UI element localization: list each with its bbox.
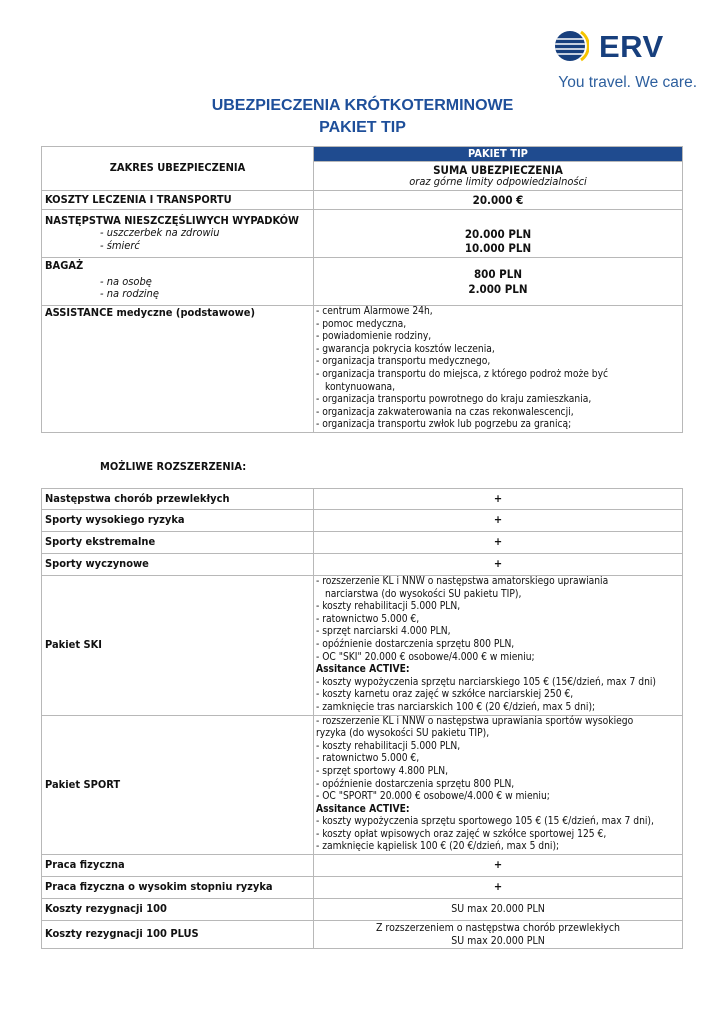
ext-value-chronic: +: [314, 489, 683, 510]
row-sub-person: - na osobę: [100, 274, 152, 288]
sum-header-cell: [314, 162, 683, 191]
row-sub-health: - uszczerbek na zdrowiu: [100, 226, 220, 240]
list-item: Assitance ACTIVE:: [316, 664, 410, 676]
list-item: - pomoc medyczna,: [316, 318, 407, 330]
list-item: - zamknięcie tras narciarskich 100 € (20 €/dzień, max 5 dni);: [316, 701, 596, 713]
list-item: - koszty karnetu oraz zajęć w szkółce narciarskiej 250 €,: [316, 689, 574, 701]
list-item: - zamknięcie kąpielisk 100 € (20 €/dzień, max 5 dni);: [316, 841, 560, 853]
list-item: - opóźnienie dostarczenia sprzętu 800 PLN,: [316, 778, 515, 790]
list-item: - koszty wypożyczenia sprzętu sportowego 105 € (15 €/dzień, max 7 dni),: [316, 816, 654, 828]
list-item: - opóźnienie dostarczenia sprzętu 800 PLN,: [316, 638, 515, 650]
list-item: - organizacja zakwaterowania na czas rekonwalescencji,: [316, 406, 574, 418]
row-sub-death: - śmierć: [100, 238, 140, 252]
ext-label-cancellation-plus: Koszty rezygnacji 100 PLUS: [42, 921, 314, 949]
list-item: - koszty rehabilitacji 5.000 PLN,: [316, 601, 461, 613]
list-item: - koszty wypożyczenia sprzętu narciarskiego 105 € (15€/dzień, max 7 dni): [316, 676, 657, 688]
ext-value-cancellation: SU max 20.000 PLN: [314, 899, 683, 921]
list-item: - organizacja transportu do miejsca, z którego podroż może być: [316, 368, 609, 380]
logo-tagline: You travel. We care.: [558, 74, 697, 91]
scope-header: ZAKRES UBEZPIECZENIA: [42, 147, 314, 191]
sum-subheader: oraz górne limity odpowiedzialności: [409, 175, 587, 188]
row-label-medical-costs: KOSZTY LECZENIA I TRANSPORTU: [42, 191, 314, 210]
ext-value-extreme-sports: +: [314, 532, 683, 554]
row-label-baggage-cell: [42, 258, 314, 306]
list-item: Assitance ACTIVE:: [316, 803, 410, 815]
ext-label-sport: Pakiet SPORT: [42, 715, 314, 855]
ext-value-cancellation-plus-cell: [314, 921, 683, 949]
list-item: - rozszerzenie KL i NNW o następstwa amatorskiego uprawiania: [316, 576, 609, 587]
list-item: - rozszerzenie KL i NNW o następstwa uprawiania sportów wysokiego: [316, 715, 634, 727]
row-label-assistance: ASSISTANCE medyczne (podstawowe): [42, 306, 314, 433]
sum-header: SUMA UBEZPIECZENIA: [433, 162, 563, 177]
ext-label-chronic: Następstwa chorób przewlekłych: [42, 489, 314, 510]
row-label-accidents: NASTĘPSTWA NIESZCZĘŚLIWYCH WYPADKÓW: [45, 213, 299, 227]
globe-logo-icon: [555, 29, 589, 63]
ext-value-ski: [314, 576, 683, 716]
list-item: narciarstwa (do wysokości SU pakietu TIP),: [325, 588, 522, 600]
extensions-table: [41, 488, 683, 949]
ext-label-competitive-sports: Sporty wyczynowe: [42, 554, 314, 576]
package-header: PAKIET TIP: [314, 147, 683, 162]
row-value-medical-costs: 20.000 €: [314, 191, 683, 210]
list-item: kontynuowana,: [325, 381, 396, 393]
ext-value-sport: [314, 715, 683, 855]
page-title: UBEZPIECZENIA KRÓTKOTERMINOWE: [211, 97, 514, 114]
row-label-accidents-cell: [42, 210, 314, 258]
ext-value-cancellation-plus-line1: Z rozszerzeniem o następstwa chorób przewlekłych: [375, 922, 621, 935]
ext-value-competitive-sports: +: [314, 554, 683, 576]
row-label-baggage: BAGAŻ: [45, 259, 84, 272]
ext-value-high-risk-sports: +: [314, 510, 683, 532]
list-item: - sprzęt narciarski 4.000 PLN,: [316, 626, 451, 638]
list-item: - ratownictwo 5.000 €,: [316, 613, 420, 625]
list-item: - koszty rehabilitacji 5.000 PLN,: [316, 740, 461, 752]
ext-label-cancellation: Koszty rezygnacji 100: [42, 899, 314, 921]
row-value-health: 20.000 PLN: [464, 226, 532, 241]
ext-label-high-risk-work: Praca fizyczna o wysokim stopniu ryzyka: [42, 877, 314, 899]
list-item: - powiadomienie rodziny,: [316, 331, 432, 343]
row-value-assistance: [314, 306, 683, 433]
list-item: - organizacja transportu zwłok lub pogrzebu za granicą;: [316, 419, 572, 431]
erv-logo: [553, 27, 698, 97]
list-item: - organizacja transportu medycznego,: [316, 356, 491, 368]
list-item: ryzyka (do wysokości SU pakietu TIP),: [316, 728, 490, 740]
ext-value-physical-work: +: [314, 855, 683, 877]
ext-label-ski: Pakiet SKI: [42, 576, 314, 716]
ext-value-high-risk-work: +: [314, 877, 683, 899]
list-item: - ratownictwo 5.000 €,: [316, 753, 420, 765]
ext-label-extreme-sports: Sporty ekstremalne: [42, 532, 314, 554]
row-value-accidents-cell: [314, 210, 683, 258]
ext-label-high-risk-sports: Sporty wysokiego ryzyka: [42, 510, 314, 532]
row-value-death: 10.000 PLN: [464, 240, 532, 255]
row-value-baggage-cell: [314, 258, 683, 306]
coverage-table: [41, 146, 683, 433]
list-item: - OC "SPORT" 20.000 € osobowe/4.000 € w mieniu;: [316, 791, 550, 803]
extensions-heading: MOŻLIWE ROZSZERZENIA:: [100, 460, 247, 473]
list-item: - OC "SKI" 20.000 € osobowe/4.000 € w mieniu;: [316, 651, 535, 663]
page-subtitle: PAKIET TIP: [319, 119, 406, 136]
row-sub-family: - na rodzinę: [100, 287, 159, 300]
list-item: - koszty opłat wpisowych oraz zajęć w szkółce sportowej 125 €,: [316, 828, 607, 840]
row-value-family: 2.000 PLN: [468, 281, 528, 296]
ext-value-cancellation-plus-line2: SU max 20.000 PLN: [451, 934, 545, 947]
list-item: - gwarancja pokrycia kosztów leczenia,: [316, 343, 495, 355]
list-item: - centrum Alarmowe 24h,: [316, 306, 433, 317]
list-item: - organizacja transportu powrotnego do kraju zamieszkania,: [316, 394, 592, 406]
logo-brand: ERV: [599, 29, 664, 64]
ext-label-physical-work: Praca fizyczna: [42, 855, 314, 877]
row-value-person: 800 PLN: [473, 266, 523, 281]
list-item: - sprzęt sportowy 4.800 PLN,: [316, 765, 449, 777]
